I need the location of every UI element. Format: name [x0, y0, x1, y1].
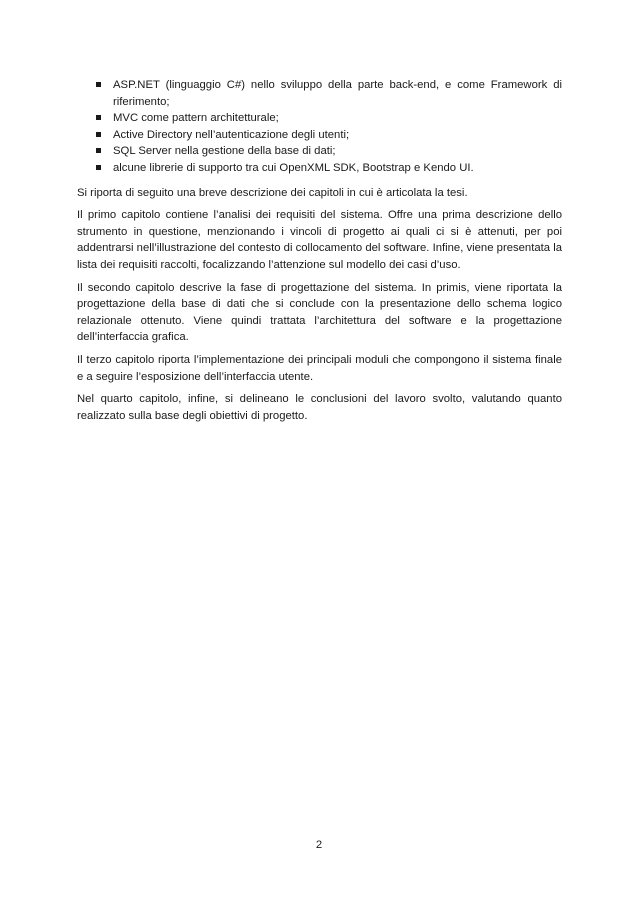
square-bullet-icon: [96, 148, 101, 153]
list-item: [77, 110, 562, 127]
list-item-text: ASP.NET (linguaggio C#) nello sviluppo della parte back-end, e come Framework di riferimento;: [113, 79, 562, 108]
chapter-2-paragraph: Il secondo capitolo descrive la fase di progettazione del sistema. In primis, viene riportata la progettazione della base di dati che si conclude con la presentazione dello schema logico relazionale ottenuto. Viene quindi trattata l’architettura del software e la progettazione dell’interfaccia grafica.: [77, 281, 562, 344]
technology-list: [77, 77, 562, 177]
list-item-text: MVC come pattern architetturale;: [113, 112, 279, 125]
list-item-text: SQL Server nella gestione della base di dati;: [113, 145, 336, 158]
chapter-3-paragraph: Il terzo capitolo riporta l’implementazione dei principali moduli che compongono il sistema finale e a seguire l’esposizione dell’interfaccia utente.: [77, 353, 562, 383]
square-bullet-icon: [96, 132, 101, 137]
page-body: [77, 77, 562, 424]
list-item-text: alcune librerie di supporto tra cui OpenXML SDK, Bootstrap e Kendo UI.: [113, 161, 474, 174]
square-bullet-icon: [96, 115, 101, 120]
square-bullet-icon: [96, 82, 101, 87]
list-item: [77, 160, 562, 177]
chapter-4-paragraph: Nel quarto capitolo, infine, si delineano le conclusioni del lavoro svolto, valutando quanto realizzato sulla base degli obiettivi di progetto.: [77, 393, 562, 422]
square-bullet-icon: [96, 165, 101, 170]
intro-paragraph: Si riporta di seguito una breve descrizione dei capitoli in cui è articolata la tesi.: [77, 186, 468, 199]
chapter-1-paragraph: Il primo capitolo contiene l’analisi dei requisiti del sistema. Offre una prima descrizione dello strumento in questione, menzionando i vincoli di progetto ai quali ci si è attenuti, per poi addentrarsi nell’illustrazione del contesto di collocamento del software. Infine, viene presentata la lista dei requisiti raccolti, focalizzando l’attenzione sul modello dei casi d’uso.: [77, 209, 562, 271]
page-number: 2: [315, 839, 323, 851]
list-item: [77, 143, 562, 160]
list-item: [77, 77, 562, 110]
list-item: [77, 127, 562, 144]
list-item-text: Active Directory nell’autenticazione degli utenti;: [113, 128, 350, 141]
